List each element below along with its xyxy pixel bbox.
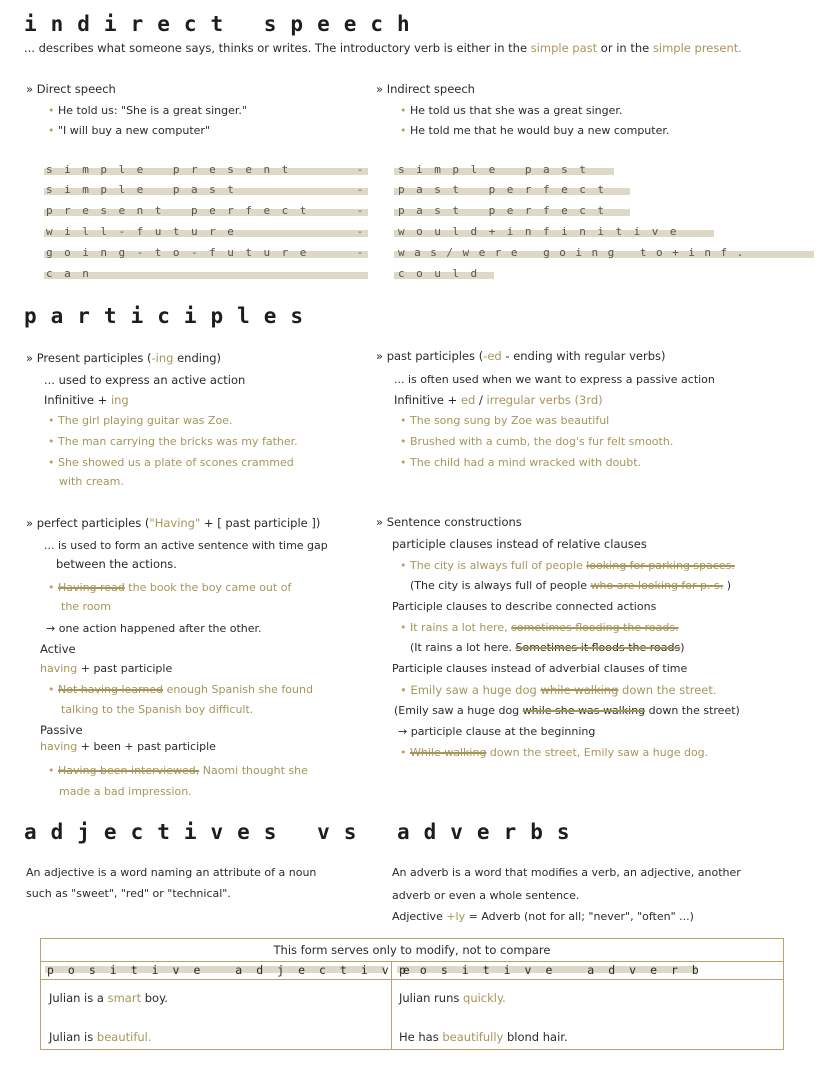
perfect-participles-heading [26,516,320,530]
r2c1-a: Julian is [49,1030,97,1044]
pp-formula-a: Infinitive + [44,393,111,407]
pp-heading-a: » Present participles ( [26,351,152,365]
tense-row-4-right: would+infinitive [398,225,688,238]
pp-example-1: • The girl playing guitar was Zoe. [48,414,233,427]
sc-paren-2-strike: Sometimes it floods the roads [515,641,681,654]
past-participles-formula [394,393,603,407]
r1c1-a: Julian is a [49,991,108,1005]
sc-example-4: • While walking down the street, Emily saw a huge dog. [400,746,709,759]
pfp-example-1-rest: the book the boy came out of [124,581,292,594]
pap-example-1-text: The song sung by Zoe was beautiful [410,414,610,427]
pp-example-1-text: The girl playing guitar was Zoe. [58,414,233,427]
r2c2-hl: beautifully [442,1030,504,1044]
table-row-2-adverb [399,1030,568,1044]
tense-row-5-left: going-to-future [46,246,318,259]
pfp-example-2-cont: talking to the Spanish boy difficult. [61,703,254,716]
tense-row-1-left: simple present [46,163,300,176]
pfp-heading-a: » perfect participles ( [26,516,150,530]
tense-row-1-right: simple past [398,163,598,176]
sc-example-1: • The city is always full of people looking for parking spaces. [400,559,735,572]
sc-example-3-a: Emily saw a huge dog [410,683,541,697]
r1c1-hl: smart [107,991,142,1005]
r2c1-hl: beautiful. [96,1030,152,1044]
pp-example-3: • She showed us a plate of scones crammed [48,456,294,469]
pap-heading-b: - ending with regular verbs) [501,349,666,363]
pp-formula-hl: ing [110,393,129,407]
sc-paren-2 [410,641,685,654]
sc-paren-2-a: (It rains a lot here. [410,641,516,654]
pap-formula-sep: / [475,393,487,407]
tense-row-6-left: can [46,267,101,280]
pp-example-3-text: She showed us a plate of scones crammed [58,456,294,469]
past-participles-heading [376,349,666,363]
adv-formula-b: = Adverb (not for all; "never", "often" ...) [465,910,694,923]
indirect-speech-heading: » Indirect speech [376,82,475,96]
indirect-intro [24,41,742,55]
pfp-arrow-note: → one action happened after the other. [46,622,262,635]
direct-item-2-text: "I will buy a new computer" [58,124,211,137]
present-participles-heading [26,351,221,365]
pap-example-3-text: The child had a mind wracked with doubt. [410,456,642,469]
sc-example-2: • It rains a lot here, sometimes flooding the roads. [400,621,679,634]
pfp-passive-formula-hl: having [40,740,78,753]
pfp-example-3: • Having been interviewed, Naomi thought she [48,764,308,777]
pfp-passive-label: Passive [40,723,83,737]
pfp-active-formula [40,662,172,675]
sentence-constructions-heading: » Sentence constructions [376,515,522,529]
sc-paren-3-b: down the street) [645,704,740,717]
sc-example-3: • Emily saw a huge dog while walking down the street. [400,683,717,697]
table-caption: This form serves only to modify, not to compare [273,943,551,957]
sc-example-2-a: It rains a lot here, [410,621,512,634]
pap-heading-a: » past participles ( [376,349,484,363]
indirect-speech-title: indirect speech [24,12,424,36]
pap-example-2: • Brushed with a cumb, the dog's fur felt smooth. [400,435,674,448]
tense-row-4-left: will-future [46,225,246,238]
pp-example-2-text: The man carrying the bricks was my father. [58,435,298,448]
pfp-example-2-rest: enough Spanish she found [163,683,313,696]
r1c2-a: Julian runs [399,991,464,1005]
sc-paren-3 [394,704,740,717]
tense-row-5-right: was/were going to+inf. [398,246,753,259]
sc-example-3-b: down the street. [618,683,717,697]
indirect-item-2-text: He told me that he would buy a new computer. [410,124,670,137]
pfp-active-label: Active [40,642,76,656]
pfp-example-1-strike: Having read [58,581,125,594]
sc-paren-3-a: (Emily saw a huge dog [394,704,523,717]
table-header-adverb: positive adverb [399,963,713,977]
table-row-2-adjective [49,1030,152,1044]
pap-example-1: • The song sung by Zoe was beautiful [400,414,610,427]
sc-paren-1 [410,579,731,592]
intro-simple-present: simple present. [652,41,742,55]
sc-sub-3: Participle clauses instead of adverbial clauses of time [392,662,688,675]
present-participles-formula [44,393,129,407]
pap-heading-hl: -ed [483,349,502,363]
r2c2-a: He has [399,1030,443,1044]
sc-example-3-strike: while walking [540,683,619,697]
direct-item-1: • He told us: "She is a great singer." [48,104,247,117]
tense-row-3-left: present perfect [46,204,318,217]
pfp-active-formula-b: + past participle [77,662,173,675]
adv-formula-a: Adjective [392,910,447,923]
pp-example-2: • The man carrying the bricks was my father. [48,435,298,448]
intro-text: ... describes what someone says, thinks or writes. The introductory verb is either in the [24,41,531,55]
adverb-formula [392,910,694,923]
tense-dash-5: - [358,246,362,259]
direct-item-1-text: He told us: "She is a great singer." [58,104,247,117]
sc-example-1-a: The city is always full of people [410,559,587,572]
adjective-definition-1: An adjective is a word naming an attribute of a noun [26,866,317,879]
indirect-item-1-text: He told us that she was a great singer. [410,104,623,117]
tense-row-6-right: could [398,267,489,280]
sc-example-1-strike: looking for parking spaces. [586,559,735,572]
tense-dash-1: - [358,163,362,176]
present-participles-desc: ... used to express an active action [44,373,246,387]
sc-paren-1-strike: who are looking for p. s. [590,579,724,592]
intro-text-2: or in the [597,41,653,55]
adjective-definition-2: such as "sweet", "red" or "technical". [26,887,231,900]
sc-paren-3-strike: while she was walking [522,704,646,717]
tense-dash-4: - [358,225,362,238]
participles-title: participles [24,304,318,328]
pfp-example-2: • Not having learned enough Spanish she found [48,683,313,696]
sc-example-2-strike: sometimes flooding the roads. [511,621,679,634]
pp-heading-b: ending) [173,351,222,365]
pap-formula-b: irregular verbs (3rd) [486,393,603,407]
pfp-passive-formula [40,740,216,753]
table-row-1-adjective [49,991,168,1005]
tense-row-2-left: simple past [46,183,246,196]
perfect-participles-desc-1: ... is used to form an active sentence with time gap [44,539,328,552]
table-row-1-adverb [399,991,506,1005]
sc-sub-1: participle clauses instead of relative clauses [392,537,647,551]
sc-example-4-strike: While walking [410,746,487,759]
pfp-example-1: • Having read the book the boy came out of [48,581,292,594]
adv-formula-hl: +ly [446,910,466,923]
table-header-adjective: positive adjective [47,963,424,977]
tense-dash-2: - [358,183,362,196]
pfp-active-formula-hl: having [40,662,78,675]
pfp-heading-hl: "Having" [149,516,201,530]
pap-example-3: • The child had a mind wracked with doubt. [400,456,642,469]
intro-simple-past: simple past [530,41,598,55]
pap-example-2-text: Brushed with a cumb, the dog's fur felt smooth. [410,435,674,448]
indirect-item-2: • He told me that he would buy a new computer. [400,124,670,137]
pp-heading-hl: -ing [151,351,174,365]
direct-item-2: • "I will buy a new computer" [48,124,211,137]
pfp-example-3-cont: made a bad impression. [59,785,192,798]
pfp-example-3-strike: Having been interviewed, [58,764,200,777]
pap-formula-hl: ed [460,393,476,407]
past-participles-desc: ... is often used when we want to express a passive action [394,373,715,386]
adverb-definition-1: An adverb is a word that modifies a verb, an adjective, another [392,866,741,879]
pap-formula-a: Infinitive + [394,393,461,407]
adverb-definition-2: adverb or even a whole sentence. [392,889,580,902]
tense-dash-3: - [358,204,362,217]
sc-paren-1-b: ) [723,579,732,592]
sc-paren-1-a: (The city is always full of people [410,579,591,592]
adjectives-adverbs-title: adjectives vs adverbs [24,820,584,844]
perfect-participles-desc-2: between the actions. [56,557,177,571]
tense-row-3-right: past perfect [398,204,616,217]
sc-example-4-rest: down the street, Emily saw a huge dog. [486,746,709,759]
comparison-table [40,938,784,1050]
sc-paren-2-b: ) [680,641,685,654]
indirect-item-1: • He told us that she was a great singer. [400,104,623,117]
sc-arrow-note: → participle clause at the beginning [398,725,596,738]
r2c2-b: blond hair. [503,1030,568,1044]
sc-sub-2: Participle clauses to describe connected actions [392,600,657,613]
pfp-example-1-cont: the room [61,600,112,613]
pfp-example-2-strike: Not having learned [58,683,164,696]
pfp-example-3-rest: Naomi thought she [199,764,308,777]
tense-row-2-right: past perfect [398,183,616,196]
pp-example-3-cont: with cream. [59,475,124,488]
pfp-heading-b: + [ past participle ]) [200,516,321,530]
r1c1-b: boy. [141,991,168,1005]
r1c2-hl: quickly. [463,991,506,1005]
direct-speech-heading: » Direct speech [26,82,116,96]
pfp-passive-formula-b: + been + past participle [77,740,216,753]
